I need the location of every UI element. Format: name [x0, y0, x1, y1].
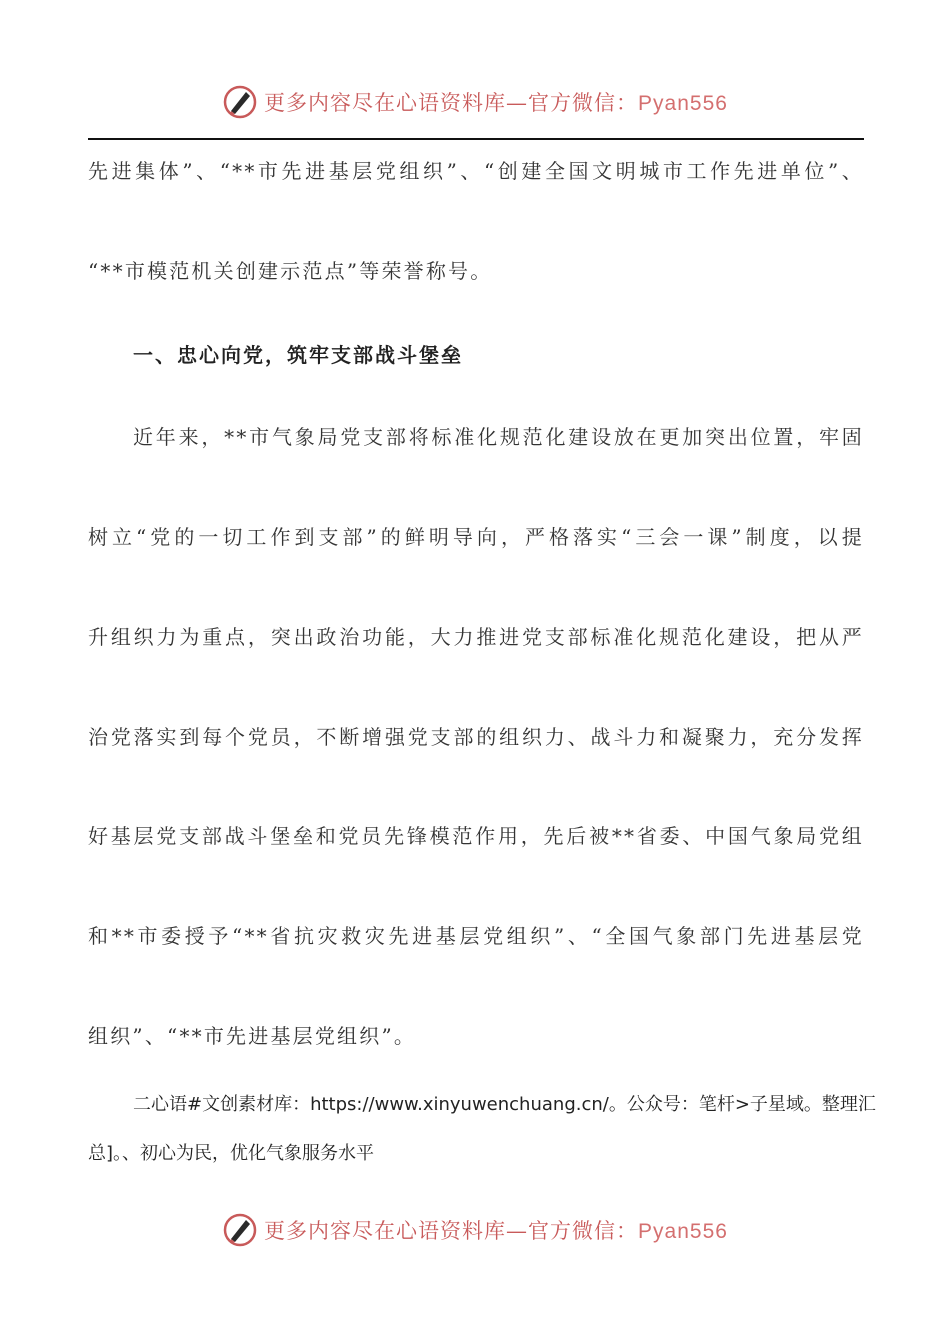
body-line: 先进集体”、“**市先进基层党组织”、“创建全国文明城市工作先进单位”、 — [88, 159, 864, 183]
paragraph-line: 树立“党的一切工作到支部”的鲜明导向，严格落实“三会一课”制度，以提 — [88, 525, 864, 549]
pen-logo-icon — [222, 84, 258, 120]
footer-banner — [0, 1208, 950, 1252]
header-banner-text: 更多内容尽在心语资料库—官方微信：Pyan556 — [264, 91, 728, 115]
paragraph-line: 升组织力为重点，突出政治功能，大力推进党支部标准化规范化建设，把从严 — [88, 625, 864, 649]
header-banner — [0, 80, 950, 124]
paragraph-line: 好基层党支部战斗堡垒和党员先锋模范作用，先后被**省委、中国气象局党组 — [88, 824, 864, 848]
paragraph-line: 和**市委授予“**省抗灾救灾先进基层党组织”、“全国气象部门先进基层党 — [88, 924, 864, 948]
section-heading: 一、忠心向党，筑牢支部战斗堡垒 — [133, 343, 463, 367]
header-wechat-id: Pyan556 — [638, 92, 728, 115]
footer-wechat-id: Pyan556 — [638, 1220, 728, 1243]
pen-logo-icon — [222, 1212, 258, 1248]
note-line: 二心语#文创素材库：https://www.xinyuwenchuang.cn/。公众号：笔杆>子星域。整理汇 — [133, 1094, 876, 1115]
paragraph-line: 近年来，**市气象局党支部将标准化规范化建设放在更加突出位置，牢固 — [133, 425, 864, 449]
header-divider — [88, 138, 864, 140]
note-line: 总]。、初心为民，优化气象服务水平 — [88, 1143, 375, 1164]
footer-banner-text: 更多内容尽在心语资料库—官方微信：Pyan556 — [264, 1219, 728, 1243]
paragraph-line: 组织”、“**市先进基层党组织”。 — [88, 1024, 417, 1048]
body-line: “**市模范机关创建示范点”等荣誉称号。 — [88, 259, 493, 283]
paragraph-line: 治党落实到每个党员，不断增强党支部的组织力、战斗力和凝聚力，充分发挥 — [88, 725, 864, 749]
